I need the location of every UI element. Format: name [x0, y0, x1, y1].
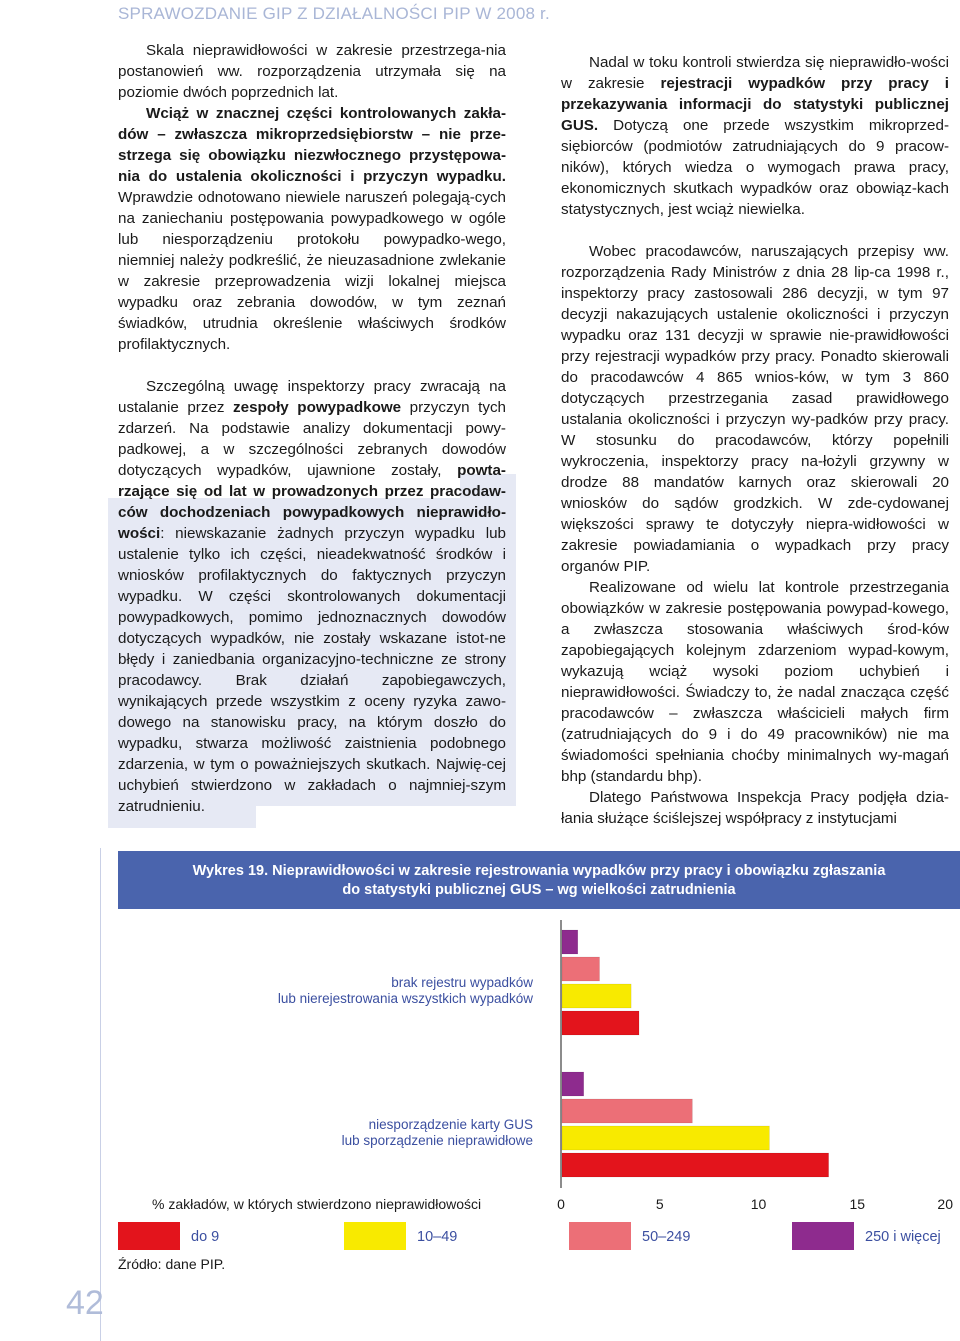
left-p3-b: zespoły powypadkowe	[233, 399, 402, 416]
left-column	[118, 40, 506, 817]
right-p1-c: Dotyczą one przede wszystkim mikroprzed-siębiorców (podmiotów zatrudniających do 9 pracow-ników), których wiedza o wymogach prawa pracy, ekonomicznych skutkach wypadków oraz obowiąz-kach statystycznych, jest wciąż niewielka.	[561, 117, 949, 218]
left-p3-c: przyczyn tych zdarzeń. Na podstawie analizy dokumentacji powy-padkowej, a w szczególności zebranych dowodów dotyczących wypadków, ujawnione zostały,	[118, 399, 506, 479]
bar-1-0	[562, 1072, 584, 1096]
right-p1-b: rejestracji wypadków przy pracy i przekazywania informacji do statystyki publicznej GUS.	[561, 75, 949, 134]
x-tick-2: 10	[750, 1196, 767, 1212]
left-p3-a: Szczególną uwagę inspektorzy pracy zwracają na ustalanie przez	[118, 378, 506, 416]
category-label-0-line-2: lub nierejestrowania wszystkich wypadków	[277, 991, 533, 1006]
bar-chart	[0, 900, 960, 1260]
bar-1-2	[562, 1126, 769, 1150]
legend-swatch-1	[344, 1222, 406, 1250]
bar-0-3	[562, 1011, 639, 1035]
chart-title-line-1: Wykres 19. Nieprawidłowości w zakresie rejestrowania wypadków przy pracy i obowiązku zgłaszania	[192, 863, 886, 879]
left-p3-d: powta-rzające się od lat w prowadzonych przez pracodaw-ców dochodzeniach powypadkowych nieprawidło-wości	[118, 462, 506, 542]
bar-0-2	[562, 984, 631, 1008]
right-p1-a: Nadal w toku kontroli stwierdza się nieprawidło-wości w zakresie	[561, 54, 949, 92]
left-p3-e: : niewskazanie żadnych przyczyn wypadku lub ustalenie tylko ich części, nieadekwatność środków i wniosków profilaktycznych do faktycznych przyczyn wypadku. W części skontrolowanych dokumentacji powypadkowych, pomimo jednoznacznych dowodów dotyczących wypadków, nie zostały wskazane istot-ne błędy i zaniedbania organizacyjno-techniczne ze strony pracodawcy. Brak działań zapobiegawczych, wynikających przede wszystkim z oceny ryzyka zawo-dowego na stanowisku pracy, na którym doszło do wypadku, stwarza możliwość zaistnienia podobnego zdarzenia, w tym o poważniejszych skutkach. Najwię-cej uchybień stwierdzono w zakładach o najmniej-szym zatrudnieniu.	[118, 525, 506, 815]
legend-swatch-3	[792, 1222, 854, 1250]
chart-title-line-2: do statystyki publicznej GUS – wg wielkości zatrudnienia	[342, 882, 736, 898]
bar-0-0	[562, 930, 578, 954]
legend-label-2: 50–249	[642, 1229, 691, 1245]
right-paragraph-3: Realizowane od wielu lat kontrole przestrzegania obowiązków w zakresie postępowania powypad-kowego, a zwłaszcza stosowania właściwych środ-ków zapobiegających kolejnym zdarzeniom wypad-kowym, wykazują wciąż wysoki poziom uchybień i nieprawidłowości. Świadczy to, że nadal znacząca część pracodawców – zwłaszcza właścicieli małych firm (zatrudniających do 9 i do 49 pracowników) nie ma świadomości spełniania choćby minimalnych wy-magań bhp (standardu bhp).	[561, 579, 949, 785]
page-header: SPRAWOZDANIE GIP Z DZIAŁALNOŚCI PIP W 2008 r.	[118, 4, 550, 23]
left-paragraph-2	[118, 103, 506, 355]
bar-1-3	[562, 1153, 829, 1177]
legend-swatch-2	[569, 1222, 631, 1250]
category-label-0-line-1: brak rejestru wypadków	[391, 975, 533, 990]
x-tick-0: 0	[557, 1196, 565, 1212]
legend-swatch-0	[118, 1222, 180, 1250]
left-paragraph-3	[118, 376, 506, 817]
legend-label-0: do 9	[191, 1229, 220, 1245]
legend-label-3: 250 i więcej	[865, 1229, 941, 1245]
right-paragraph-4: Dlatego Państwowa Inspekcja Pracy podjęła dzia-łania służące ściślejszej współpracy z instytucjami	[561, 789, 949, 827]
left-paragraph-1: Skala nieprawidłowości w zakresie przestrzega-nia postanowień ww. rozporządzenia utrzymała się na poziomie dwóch poprzednich lat.	[118, 42, 506, 101]
right-paragraph-2: Wobec pracodawców, naruszających przepisy ww. rozporządzenia Rady Ministrów z dnia 28 lip-ca 1998 r., inspektorzy pracy zastosowali 286 decyzji, w tym 97 decyzji nakazujących ustalenie okoliczności i przyczyn wypadku oraz 131 decyzji w sprawie nie-prawidłowości przy rejestracji wypadków przy pracy. Ponadto skierowali do pracodawców 4 865 wnios-ków, w tym 3 860 dotyczących przestrzegania zasad prawidłowego ustalania okoliczności i przyczyn wy-padków przy pracy. W stosunku do pracodawców, którzy popełnili wykroczenia, inspektorzy pracy na-łożyli grzywny w drodze 88 mandatów karnych oraz skierowali 20 wniosków do sądów grodzkich. W zde-cydowanej większości sprawy te dotyczyły niepra-widłowości w zakresie powiadamiania o wypadkach przy pracy organów PIP.	[561, 243, 949, 575]
x-tick-4: 20	[937, 1196, 953, 1212]
bar-1-1	[562, 1099, 692, 1123]
x-tick-1: 5	[655, 1196, 664, 1212]
legend-label-1: 10–49	[417, 1229, 458, 1245]
right-column	[561, 52, 949, 829]
category-label-1-line-2: lub sporządzenie nieprawidłowe	[341, 1133, 533, 1148]
bar-0-1	[562, 957, 600, 981]
page-number: 42	[66, 1284, 104, 1322]
x-axis-label: % zakładów, w których stwierdzono nieprawidłowości	[152, 1196, 482, 1212]
left-paragraph-2-bold: Wciąż w znacznej części kontrolowanych zakła-dów – zwłaszcza mikroprzedsiębiorstw – nie prze-strzega się obowiązku niezwłocznego przystępowa-nia do ustalenia okoliczności i przyczyn wypadku.	[118, 105, 506, 185]
right-paragraph-1	[561, 52, 949, 220]
chart-source: Źródło: dane PIP.	[118, 1256, 226, 1272]
category-label-1-line-1: niesporządzenie karty GUS	[368, 1117, 533, 1132]
left-paragraph-2-rest: Wprawdzie odnotowano niewiele naruszeń polegają-cych na zaniechaniu postępowania powypadkowego w ogóle lub niesporządzeniu protokołu powypadko-wego, niemniej należy podkreślić, że nieuzasadnione zwlekanie w zakresie przeprowadzenia wizji lokalnej miejsca wypadku oraz zebrania dowodów, w tym zeznań świadków, utrudnia określenie właściwych środków profilaktycznych.	[118, 189, 506, 353]
x-tick-3: 15	[849, 1196, 866, 1212]
